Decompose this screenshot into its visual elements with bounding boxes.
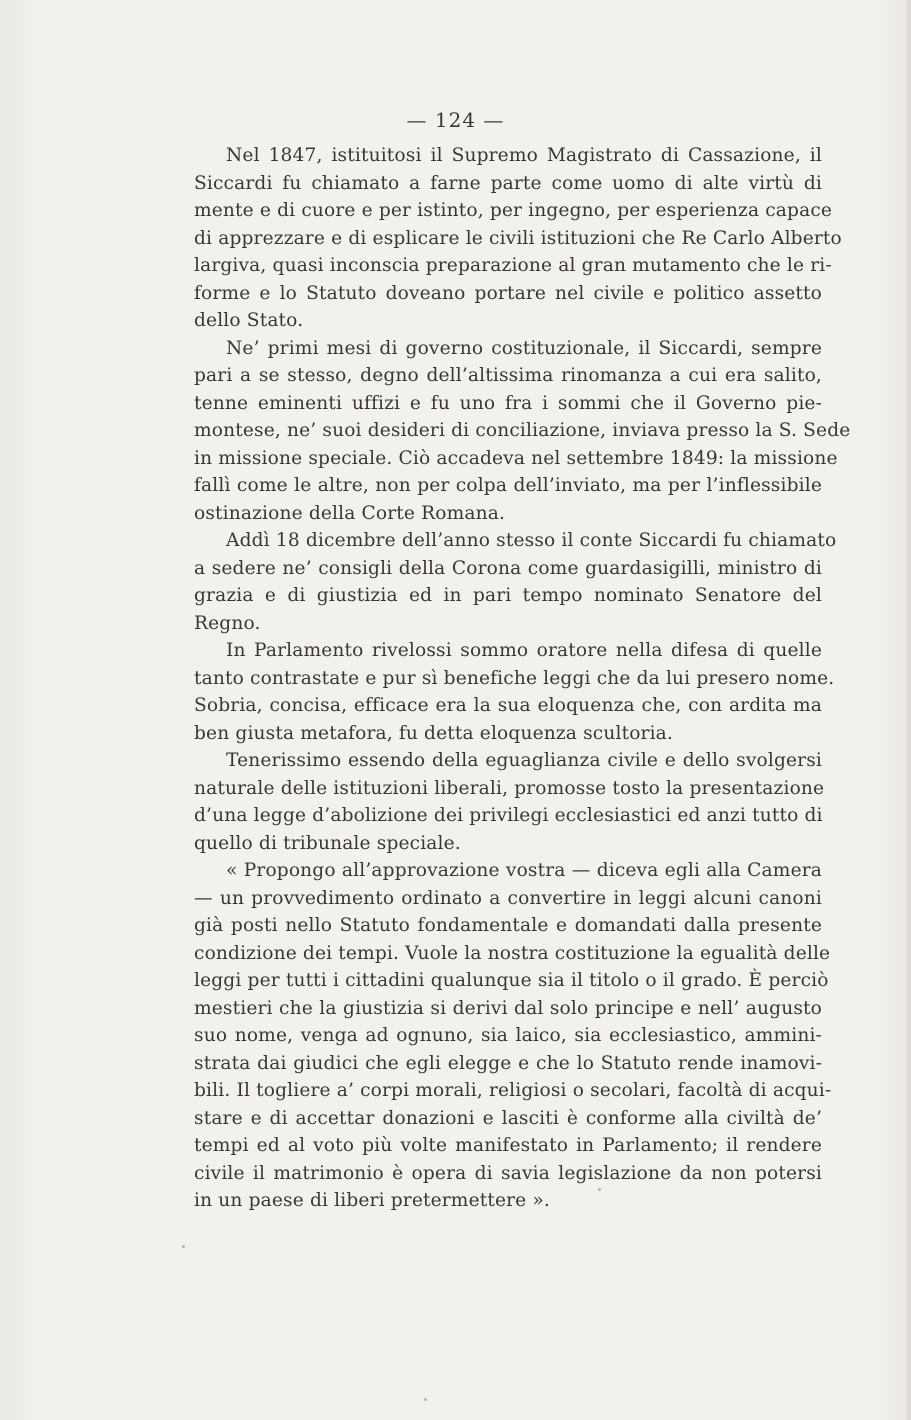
text-line: ostinazione della Corte Romana. bbox=[194, 502, 506, 524]
text-line: condizione dei tempi. Vuole la nostra costituzione la egualità delle bbox=[194, 942, 831, 964]
text-line: Addì 18 dicembre dell’anno stesso il conte Siccardi fu chiamato bbox=[226, 530, 837, 551]
text-line: tenne eminenti uffizi e fu uno fra i sommi che il Governo pie- bbox=[194, 392, 822, 414]
text-line: Sobria, concisa, efficace era la sua eloquenza che, con ardita ma bbox=[194, 695, 822, 716]
text-line: forme e lo Statuto doveano portare nel civile e politico assetto bbox=[194, 282, 822, 304]
text-line: in missione speciale. Ciò accadeva nel settembre 1849: la missione bbox=[194, 447, 838, 469]
text-line: naturale delle istituzioni liberali, promosse tosto la presentazione bbox=[194, 777, 825, 799]
text-line: a sedere ne’ consigli della Corona come guardasigilli, ministro di bbox=[194, 557, 822, 579]
text-line: grazia e di giustizia ed in pari tempo nominato Senatore del bbox=[194, 585, 822, 606]
text-line: montese, ne’ suoi desideri di conciliazione, inviava presso la S. Sede bbox=[194, 420, 851, 441]
text-line: Tenerissimo essendo della eguaglianza civile e dello svolgersi bbox=[226, 750, 822, 771]
text-line: bili. Il togliere a’ corpi morali, religiosi o secolari, facoltà di acqui- bbox=[194, 1080, 832, 1101]
paper-speck bbox=[598, 1188, 601, 1191]
text-line: « Propongo all’approvazione vostra — diceva egli alla Camera bbox=[226, 860, 822, 881]
text-line: ben giusta metafora, fu detta eloquenza scultoria. bbox=[194, 722, 673, 744]
text-line: già posti nello Statuto fondamentale e domandati dalla presente bbox=[194, 915, 822, 936]
text-line: mente e di cuore e per istinto, per ingegno, per esperienza capace bbox=[194, 200, 833, 221]
text-line: Nel 1847, istituitosi il Supremo Magistrato di Cassazione, il bbox=[226, 145, 822, 166]
page-edge-shadow bbox=[907, 0, 911, 1420]
text-line: In Parlamento rivelossi sommo oratore nella difesa di quelle bbox=[226, 640, 822, 661]
text-line: di apprezzare e di esplicare le civili istituzioni che Re Carlo Alberto bbox=[194, 227, 842, 249]
text-line: fallì come le altre, non per colpa dell’inviato, ma per l’inflessibile bbox=[194, 475, 822, 496]
text-line: quello di tribunale speciale. bbox=[194, 832, 461, 854]
text-line: civile il matrimonio è opera di savia legislazione da non potersi bbox=[194, 1162, 822, 1184]
text-line: tempi ed al voto più volte manifestato in Parlamento; il rendere bbox=[194, 1135, 822, 1156]
text-line: in un paese di liberi pretermettere ». bbox=[194, 1190, 550, 1211]
text-line: pari a se stesso, degno dell’altissima rinomanza a cui era salito, bbox=[194, 365, 822, 386]
page-number: — 124 — bbox=[406, 108, 505, 132]
text-line: leggi per tutti i cittadini qualunque sia il titolo o il grado. È perciò bbox=[194, 970, 829, 991]
text-line: stare e di accettar donazioni e lasciti è conforme alla civiltà de’ bbox=[194, 1107, 822, 1129]
text-line: largiva, quasi inconscia preparazione al gran mutamento che le ri- bbox=[194, 255, 832, 276]
text-line: suo nome, venga ad ognuno, sia laico, sia ecclesiastico, ammini- bbox=[194, 1025, 822, 1046]
text-line: tanto contrastate e pur sì benefiche leggi che da lui presero nome. bbox=[194, 667, 835, 689]
paper-speck bbox=[424, 1398, 427, 1401]
text-line: Ne’ primi mesi di governo costituzionale, il Siccardi, sempre bbox=[226, 337, 822, 359]
body-text bbox=[194, 142, 851, 1215]
text-line: Siccardi fu chiamato a farne parte come uomo di alte virtù di bbox=[194, 172, 822, 194]
text-line: Regno. bbox=[194, 612, 261, 634]
paper-speck bbox=[182, 1245, 185, 1248]
text-line: strata dai giudici che egli elegge e che lo Statuto rende inamovi- bbox=[194, 1052, 822, 1074]
text-line: dello Stato. bbox=[194, 310, 304, 331]
text-line: mestieri che la giustizia si derivi dal solo principe e nell’ augusto bbox=[194, 997, 822, 1019]
text-line: — un provvedimento ordinato a convertire in leggi alcuni canoni bbox=[194, 887, 822, 909]
text-line: d’una legge d’abolizione dei privilegi ecclesiastici ed anzi tutto di bbox=[194, 805, 823, 826]
